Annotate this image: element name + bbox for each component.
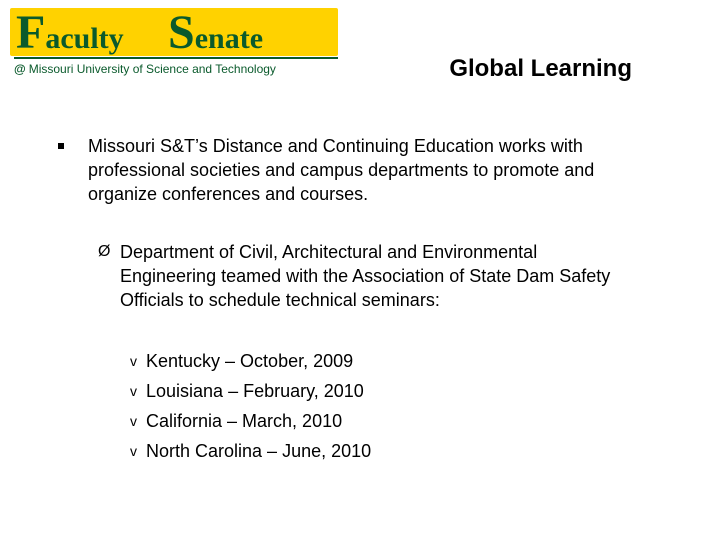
logo-at-symbol: @ (14, 62, 26, 76)
bullet-level-1 (58, 134, 658, 206)
list-item (130, 376, 550, 406)
list-item (130, 346, 550, 376)
slide-title: Global Learning (449, 55, 632, 82)
logo-faculty-word: Faculty (16, 6, 124, 59)
seminar-louisiana: Louisiana – February, 2010 (146, 381, 364, 401)
arrow-bullet-icon: Ø (98, 243, 111, 260)
diamond-bullet-icon: v (130, 383, 137, 399)
seminar-list (130, 346, 550, 466)
seminar-kentucky: Kentucky – October, 2009 (146, 351, 354, 371)
faculty-senate-logo (10, 8, 338, 80)
diamond-bullet-icon: v (130, 353, 137, 369)
bullet-level-2-text: Department of Civil, Architectural and Environmental Engineering teamed with the Association of State Dam Safety Officials to schedule technical seminars: (120, 242, 611, 310)
bullet-level-1-text: Missouri S&T’s Distance and Continuing Education works with professional societies and campus departments to promote and organize conferences and courses. (88, 136, 595, 204)
seminar-california: California – March, 2010 (146, 411, 343, 431)
logo-subtitle (14, 57, 338, 76)
diamond-bullet-icon: v (130, 413, 137, 429)
logo-senate-word: Senate (168, 6, 264, 59)
seminar-north-carolina: North Carolina – June, 2010 (146, 441, 372, 461)
list-item (130, 436, 550, 466)
logo-university-name: Missouri University of Science and Technology (28, 62, 276, 76)
square-bullet-icon (58, 143, 64, 149)
list-item (130, 406, 550, 436)
diamond-bullet-icon: v (130, 443, 137, 459)
bullet-level-2 (98, 240, 638, 312)
